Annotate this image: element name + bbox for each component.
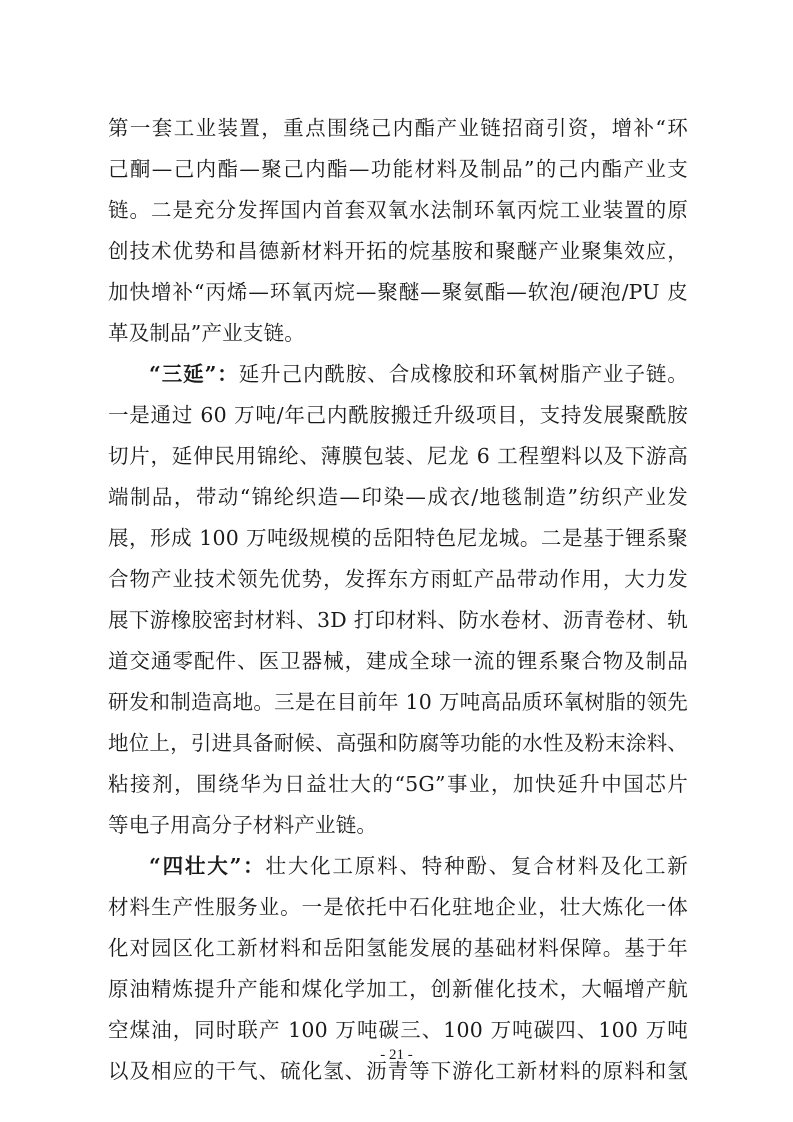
text-line	[108, 846, 688, 887]
body-text	[108, 108, 688, 1092]
heading-rest-text: 壮大化工原料、特种酚、复合材料及化工新	[265, 854, 688, 878]
text-line: 革及制品”产业支链。	[108, 321, 305, 345]
text-line: 展，形成 100 万吨级规模的岳阳特色尼龙城。二是基于锂系聚	[108, 526, 688, 550]
text-line: 第一套工业装置，重点围绕己内酯产业链招商引资，增补“环	[108, 116, 688, 140]
text-line: 合物产业技术领先优势，发挥东方雨虹产品带动作用，大力发	[108, 567, 688, 591]
text-line: 展下游橡胶密封材料、3D 打印材料、防水卷材、沥青卷材、轨	[108, 608, 688, 632]
text-line: 地位上，引进具备耐候、高强和防腐等功能的水性及粉末涂料、	[108, 731, 688, 755]
text-line: 研发和制造高地。三是在目前年 10 万吨高品质环氧树脂的领先	[108, 690, 688, 714]
text-line: 端制品，带动“锦纶织造—印染—成衣/地毯制造”纺织产业发	[108, 485, 688, 509]
text-line: 己酮—己内酯—聚己内酯—功能材料及制品”的己内酯产业支	[108, 157, 688, 181]
section-heading-san-yan: “三延”：	[149, 362, 239, 386]
text-line: 创技术优势和昌德新材料开拓的烷基胺和聚醚产业聚集效应，	[108, 239, 688, 263]
text-line: 原油精炼提升产能和煤化学加工，创新催化技术，大幅增产航	[108, 977, 688, 1001]
paragraph-1	[108, 108, 688, 354]
paragraph-san-yan	[108, 354, 688, 846]
heading-rest-text: 延升己内酰胺、合成橡胶和环氧树脂产业子链。	[238, 362, 688, 386]
text-line: 道交通零配件、医卫器械，建成全球一流的锂系聚合物及制品	[108, 649, 688, 673]
text-line: 以及相应的干气、硫化氢、沥青等下游化工新材料的原料和氢	[108, 1059, 688, 1083]
text-line: 粘接剂，围绕华为日益壮大的“5G”事业，加快延升中国芯片	[108, 772, 688, 796]
text-line: 链。二是充分发挥国内首套双氧水法制环氧丙烷工业装置的原	[108, 198, 688, 222]
text-line: 加快增补“丙烯—环氧丙烷—聚醚—聚氨酯—软泡/硬泡/PU 皮	[108, 280, 688, 304]
text-line: 材料生产性服务业。一是依托中石化驻地企业，壮大炼化一体	[108, 895, 688, 919]
page-number: - 21 -	[380, 1047, 413, 1063]
text-line: 一是通过 60 万吨/年己内酰胺搬迁升级项目，支持发展聚酰胺	[108, 403, 688, 427]
section-heading-si-zhuang-da: “四壮大”：	[149, 854, 266, 878]
text-line: 切片，延伸民用锦纶、薄膜包装、尼龙 6 工程塑料以及下游高	[108, 444, 688, 468]
text-line: 空煤油，同时联产 100 万吨碳三、100 万吨碳四、100 万吨	[108, 1018, 688, 1042]
text-line: 化对园区化工新材料和岳阳氢能发展的基础材料保障。基于年	[108, 936, 688, 960]
text-line: 等电子用高分子材料产业链。	[108, 813, 378, 837]
text-line	[108, 354, 688, 395]
